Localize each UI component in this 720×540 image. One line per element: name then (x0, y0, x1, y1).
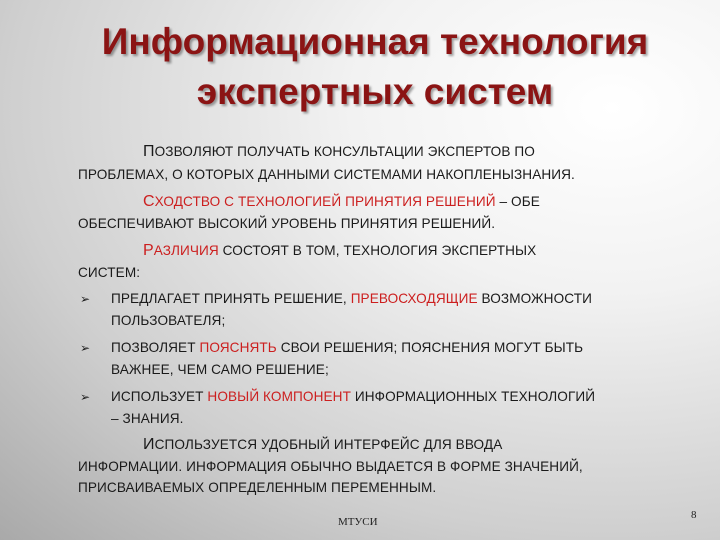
drop-cap: С (143, 193, 155, 210)
text: ПОЗВОЛЯЕТ (111, 340, 200, 355)
page-number: 8 (691, 509, 697, 521)
paragraph-3-line-2: СИСТЕМ: (78, 265, 141, 280)
text: ИНФОРМАЦИОННЫХ ТЕХНОЛОГИЙ (350, 389, 596, 404)
paragraph-2-line-1 (143, 193, 540, 211)
bullet-1-line-2: ПОЛЬЗОВАТЕЛЯ; (111, 313, 226, 328)
bullet-3-line-1 (111, 388, 595, 406)
slide-title-line-1: Информационная технология (101, 21, 649, 62)
bullet-1-line-1 (111, 290, 592, 308)
highlight-text: ХОДСТВО С ТЕХНОЛОГИЕЙ ПРИНЯТИЯ РЕШЕНИЙ (154, 194, 496, 209)
paragraph-1-line-2: ПРОБЛЕМАХ, О КОТОРЫХ ДАННЫМИ СИСТЕМАМИ НАКОПЛЕНЫЗНАНИЯ. (78, 167, 575, 182)
bullet-2-line-1 (111, 339, 583, 357)
footer-organization: МТУСИ (338, 516, 378, 528)
text: ПРЕДЛАГАЕТ ПРИНЯТЬ РЕШЕНИЕ, (111, 291, 351, 306)
text: ИСПОЛЬЗУЕТ (111, 389, 208, 404)
bullet-arrow-icon: ➢ (80, 341, 91, 355)
text: СОСТОЯТ В ТОМ, ТЕХНОЛОГИЯ ЭКСПЕРТНЫХ (218, 243, 537, 258)
drop-cap: И (143, 436, 155, 453)
highlight-text: НОВЫЙ КОМПОНЕНТ (207, 389, 351, 404)
slide-title-line-2: экспертных систем (196, 71, 554, 112)
drop-cap: П (143, 143, 155, 160)
paragraph-4-line-2: ИНФОРМАЦИИ. ИНФОРМАЦИЯ ОБЫЧНО ВЫДАЕТСЯ В ФОРМЕ ЗНАЧЕНИЙ, (78, 459, 583, 474)
text: – ОБЕ (495, 194, 540, 209)
highlight-text: ПОЯСНЯТЬ (199, 340, 277, 355)
bullet-3-line-2: – ЗНАНИЯ. (111, 411, 184, 426)
highlight-text: АЗЛИЧИЯ (153, 243, 219, 258)
bullet-arrow-icon: ➢ (80, 292, 91, 306)
bullet-arrow-icon: ➢ (80, 390, 91, 404)
paragraph-4-line-3: ПРИСВАИВАЕМЫХ ОПРЕДЕЛЕННЫМ ПЕРЕМЕННЫМ. (78, 480, 437, 495)
highlight-text: ПРЕВОСХОДЯЩИЕ (350, 291, 478, 306)
paragraph-2-line-2: ОБЕСПЕЧИВАЮТ ВЫСОКИЙ УРОВЕНЬ ПРИНЯТИЯ РЕШЕНИЙ. (78, 216, 496, 231)
paragraph-3-line-1 (143, 242, 536, 260)
text: ВОЗМОЖНОСТИ (477, 291, 592, 306)
paragraph-4-line-1 (143, 436, 502, 454)
text: СВОИ РЕШЕНИЯ; ПОЯСНЕНИЯ МОГУТ БЫТЬ (276, 340, 584, 355)
drop-cap: Р (143, 242, 154, 259)
bullet-2-line-2: ВАЖНЕЕ, ЧЕМ САМО РЕШЕНИЕ; (111, 362, 329, 377)
text: ОЗВОЛЯЮТ ПОЛУЧАТЬ КОНСУЛЬТАЦИИ ЭКСПЕРТОВ ПО (154, 144, 535, 159)
paragraph-1-line-1 (143, 143, 535, 161)
text: СПОЛЬЗУЕТСЯ УДОБНЫЙ ИНТЕРФЕЙС ДЛЯ ВВОДА (154, 437, 503, 452)
